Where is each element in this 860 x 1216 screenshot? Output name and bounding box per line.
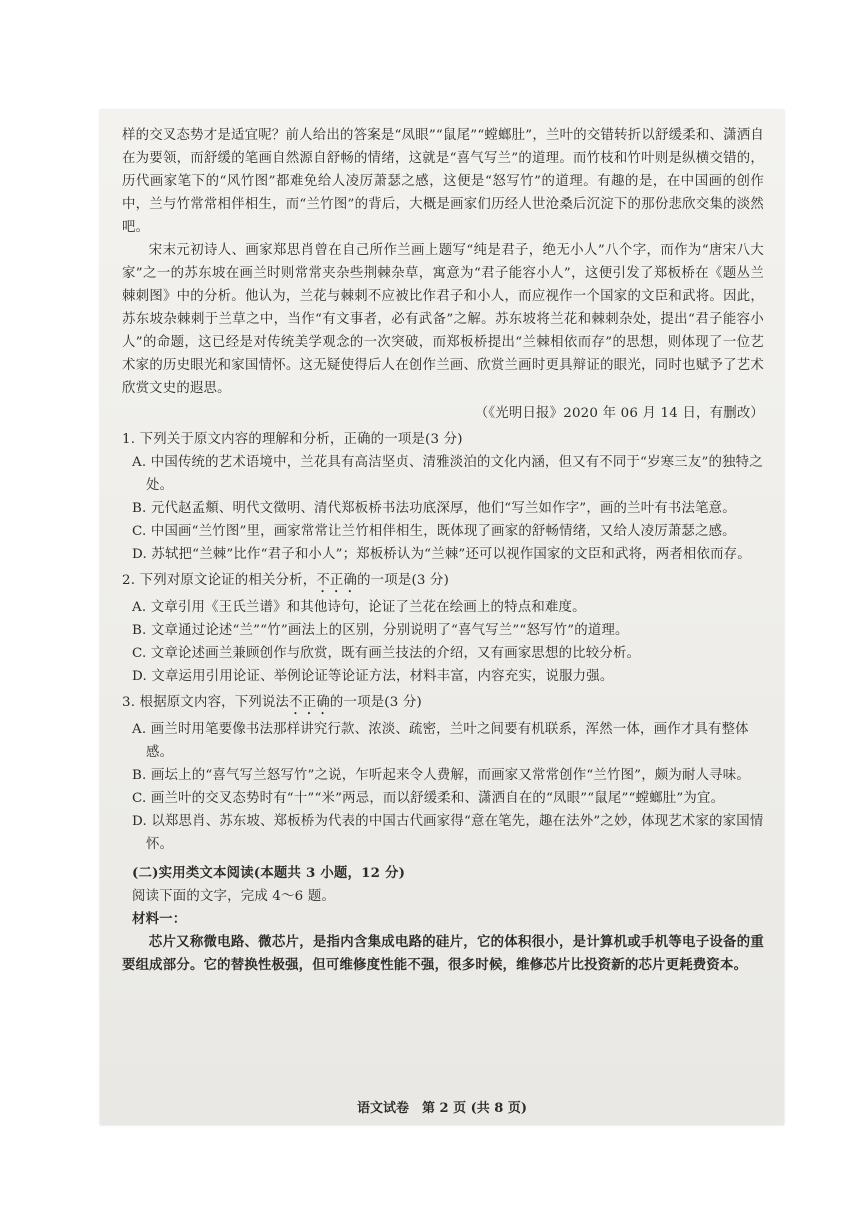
material-paragraph: 芯片又称微电路、微芯片，是指内含集成电路的硅片，它的体积很小，是计算机或手机等电子设备的重要组成部分。它的替换性极强，但可维修度性能不强，很多时候，维修芯片比投资新的芯片更耗费资本。 [122,934,764,973]
question-stem [122,569,764,596]
option-c: C. 画兰叶的交叉态势时有“十”“米”两忌，而以舒缓柔和、潇洒自在的“凤眼”“鼠尾”“螳螂肚”为宜。 [132,791,725,806]
option-d: D. 以郑思肖、苏东坡、郑板桥为代表的中国古代画家得“意在笔先，趣在法外”之妙，体现艺术家的家国情怀。 [132,814,764,852]
emphasis-not-correct: 不正确 [289,695,330,710]
option-b: B. 元代赵孟頫、明代文徵明、清代郑板桥书法功底深厚，他们“写兰如作字”，画的兰叶有书法笔意。 [132,501,736,516]
option-b: B. 文章通过论述“兰”“竹”画法上的区别，分别说明了“喜气写兰”“怒写竹”的道理。 [132,623,629,638]
option-a: A. 文章引用《王氏兰谱》和其他诗句，论证了兰花在绘画上的特点和难度。 [132,600,586,615]
question-3 [122,691,764,856]
question-1 [122,428,764,566]
option-c: C. 中国画“兰竹图”里，画家常常让兰竹相伴相生，既体现了画家的舒畅情绪，又给人凌厉萧瑟之感。 [132,524,736,539]
passage-paragraph-1: 样的交叉态势才是适宜呢？前人给出的答案是“凤眼”“鼠尾”“螳螂肚”，兰叶的交错转折以舒缓柔和、潇洒自在为要领，而舒缓的笔画自然源自舒畅的情绪，这就是“喜气写兰”的道理。而竹枝和竹叶则是纵横交错的，历代画家笔下的“风竹图”都难免给人凌厉萧瑟之感，这便是“怒写竹”的道理。有趣的是，在中国画的创作中，兰与竹常常相伴相生，而“兰竹图”的背后，大概是画家们历经人世沧桑后沉淀下的那份悲欣交集的淡然吧。 [122,128,764,235]
option-a: A. 画兰时用笔要像书法那样讲究行款、浓淡、疏密，兰叶之间要有机联系，浑然一体，画作才具有整体感。 [132,722,749,760]
section-heading: (二)实用类文本阅读(本题共 3 小题，12 分) [132,865,406,881]
passage-paragraph-2: 宋末元初诗人、画家郑思肖曾在自己所作兰画上题写“纯是君子，绝无小人”八个字，而作为“唐宋八大家”之一的苏东坡在画兰时则常常夹杂些荆棘杂草，寓意为“君子能容小人”，这便引发了郑板桥在《题丛兰棘刺图》中的分析。他认为，兰花与棘刺不应被比作君子和小人，而应视作一个国家的文臣和武将。因此，苏东坡杂棘刺于兰草之中，当作“有文事者，必有武备”之解。苏东坡将兰花和棘刺杂处，提出“君子能容小人”的命题，这已经是对传统美学观念的一次突破，而郑板桥提出“兰棘相依而存”的思想，则体现了一位艺术家的历史眼光和家国情怀。这无疑使得后人在创作兰画、欣赏兰画时更具辩证的眼光，同时也赋予了艺术欣赏文史的遐思。 [122,243,764,396]
option-d: D. 苏轼把“兰棘”比作“君子和小人”；郑板桥认为“兰棘”还可以视作国家的文臣和武将，两者相依而存。 [132,547,751,562]
section-instruction: 阅读下面的文字，完成 4～6 题。 [132,889,336,904]
option-c: C. 文章论述画兰兼顾创作与欣赏，既有画兰技法的介绍，又有画家思想的比较分析。 [132,646,641,661]
option-d: D. 文章运用引用论证、举例论证等论证方法，材料丰富，内容充实，说服力强。 [132,669,614,684]
question-2 [122,569,764,688]
stem-before: 2. 下列对原文论证的相关分析， [122,573,317,588]
option-a: A. 中国传统的艺术语境中，兰花具有高洁坚贞、清雅淡泊的文化内涵，但又有不同于“岁寒三友”的独特之处。 [132,455,763,493]
question-stem: 1. 下列关于原文内容的理解和分析，正确的一项是(3 分) [122,432,463,447]
passage-source: （《光明日报》2020 年 06 月 14 日，有删改） [474,406,764,421]
emphasis-not-correct: 不正确 [316,573,358,588]
stem-after: 的一项是(3 分) [357,573,450,588]
question-stem [122,691,764,718]
page-content [122,124,764,977]
material-heading: 材料一： [132,911,187,927]
option-b: B. 画坛上的“喜气写兰怒写竹”之说，乍听起来令人费解，而画家又常常创作“兰竹图”，颇为耐人寻味。 [132,768,750,783]
page-footer: 语文试卷 第 2 页 (共 8 页) [356,1101,528,1116]
exam-page [100,110,784,1125]
stem-before: 3. 根据原文内容，下列说法 [122,695,290,710]
stem-after: 的一项是(3 分) [329,695,422,710]
